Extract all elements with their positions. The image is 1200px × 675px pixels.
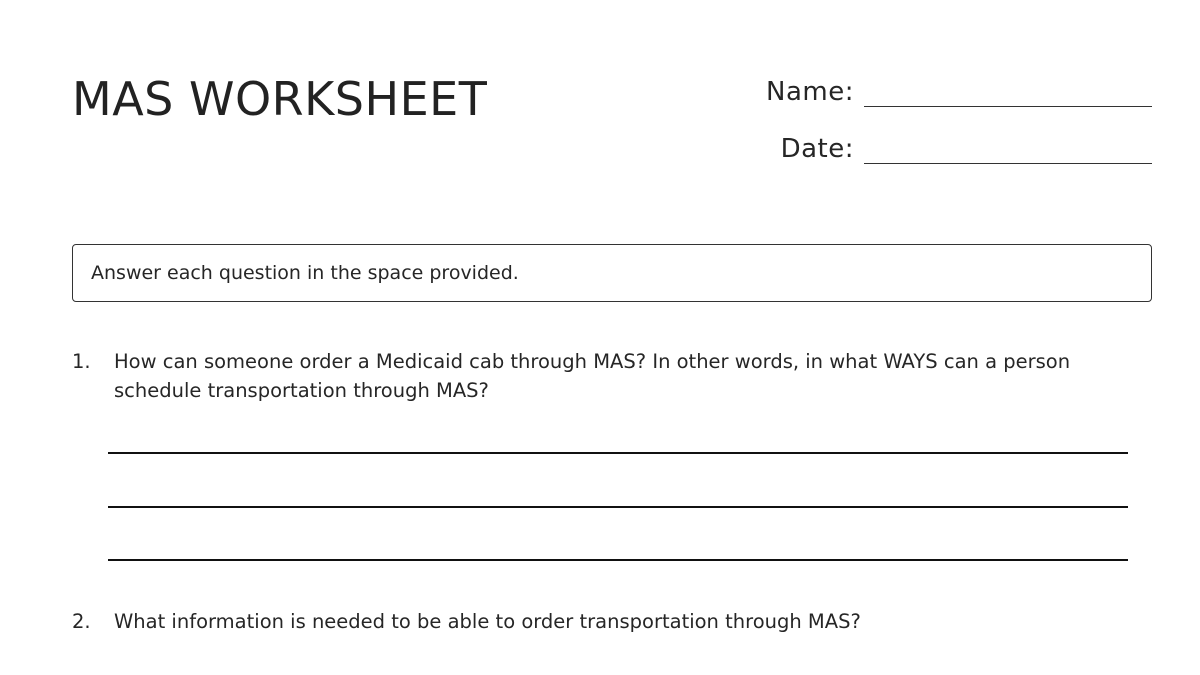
question-2	[72, 607, 1152, 636]
instructions-text: Answer each question in the space provided.	[91, 262, 519, 284]
worksheet-title: MAS WORKSHEET	[72, 72, 488, 126]
answer-line-1[interactable]	[108, 452, 1128, 454]
question-text: What information is needed to be able to order transportation through MAS?	[114, 610, 861, 633]
date-field-row	[781, 135, 1152, 164]
instructions-box	[72, 244, 1152, 302]
answer-line-3[interactable]	[108, 559, 1128, 561]
answer-line-2[interactable]	[108, 506, 1128, 508]
question-number: 2.	[72, 610, 91, 633]
question-number: 1.	[72, 350, 91, 373]
date-input-line[interactable]	[864, 163, 1152, 164]
question-text: How can someone order a Medicaid cab through MAS? In other words, in what WAYS can a person schedule transportation through MAS?	[114, 350, 1071, 402]
question-1	[72, 347, 1152, 405]
name-label: Name:	[766, 77, 854, 107]
name-field-row	[766, 78, 1152, 107]
name-input-line[interactable]	[864, 106, 1152, 107]
date-label: Date:	[780, 134, 854, 164]
